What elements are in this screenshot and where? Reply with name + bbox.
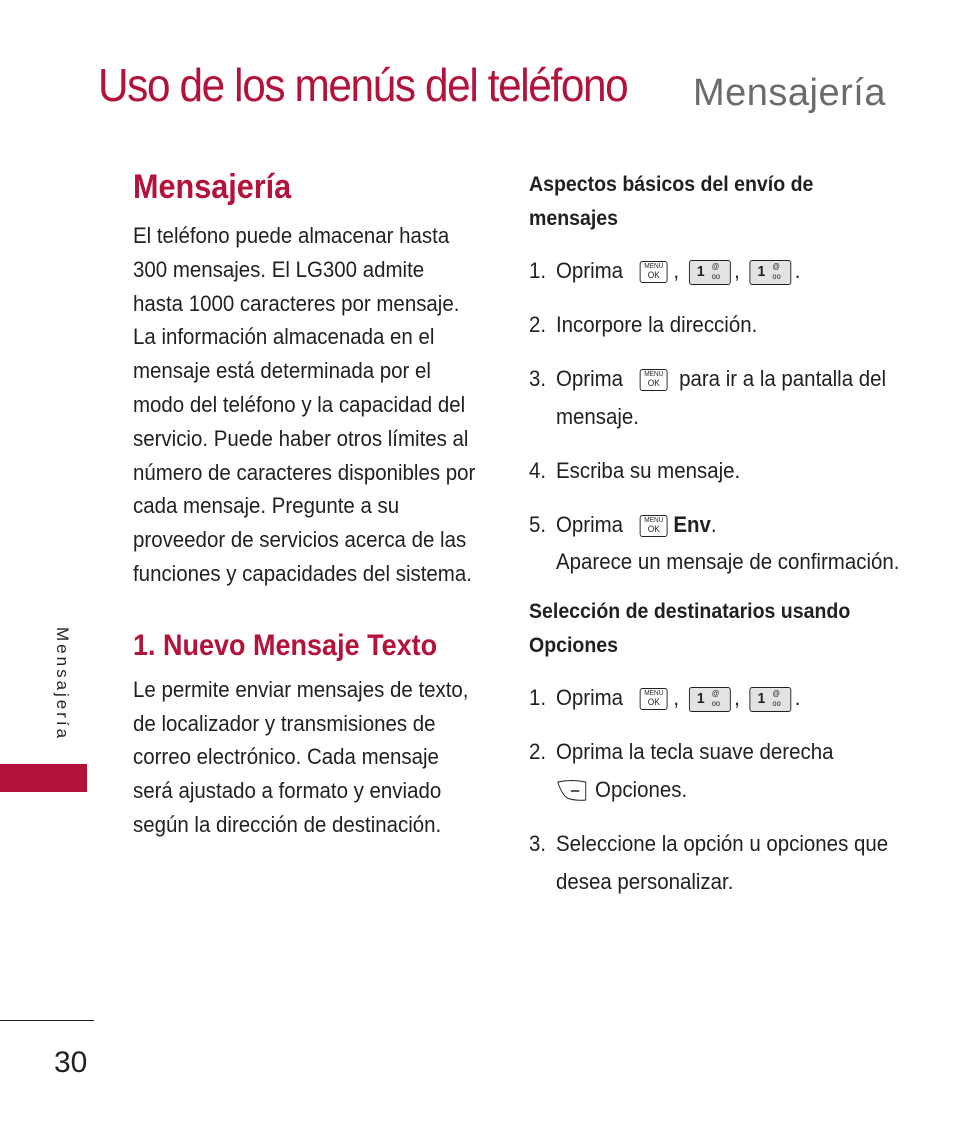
- one-key-icon: 1 @ oo: [749, 687, 791, 712]
- step-number: 1.: [529, 685, 547, 710]
- step-text: Escriba su mensaje.: [555, 458, 741, 483]
- footer-divider: [0, 1020, 94, 1021]
- menu-ok-key-icon: MENU OK: [640, 261, 668, 283]
- step-text: Seleccione la opción u opciones que desea personalizar.: [555, 831, 889, 894]
- confirmation-note: Aparece un mensaje de confirmación.: [555, 549, 900, 574]
- sending-basics-heading: Aspectos básicos del envío de mensajes: [529, 173, 814, 230]
- options-label: Opciones.: [595, 777, 688, 802]
- menu-ok-key-icon: MENU OK: [640, 369, 668, 391]
- step-number: 2.: [529, 739, 547, 764]
- one-key-icon: 1 @ oo: [749, 260, 791, 285]
- step-number: 1.: [529, 258, 547, 283]
- recipients-heading: Selección de destinatarios usando Opciones: [529, 600, 851, 657]
- step-text: Oprima: [555, 258, 624, 283]
- step-number: 5.: [529, 512, 547, 537]
- subsection-paragraph: Le permite enviar mensajes de texto, de localizador y transmisiones de correo electrónico. Cada mensaje será ajustado a formato y enviado según la dirección de destinación.: [133, 676, 469, 837]
- step-item: 1. Oprima MENU OK , 1 @ oo , 1 @ oo .: [529, 679, 928, 717]
- step-text: Oprima: [555, 512, 624, 537]
- right-soft-key-icon: [556, 779, 588, 803]
- subsection-heading: 1. Nuevo Mensaje Texto: [133, 628, 438, 662]
- page-header-section: Mensajería: [693, 72, 886, 114]
- step-item: [529, 306, 928, 344]
- page-number: 30: [54, 1046, 88, 1079]
- side-tab-marker: [0, 764, 87, 792]
- step-item: [529, 825, 928, 901]
- step-number: 3.: [529, 831, 547, 856]
- step-item: [529, 733, 928, 809]
- step-number: 4.: [529, 458, 547, 483]
- step-text: Oprima la tecla suave derecha: [555, 739, 834, 764]
- left-column: [133, 168, 478, 842]
- page-header-title: Uso de los menús del teléfono: [98, 59, 628, 111]
- menu-ok-key-icon: MENU OK: [640, 515, 668, 537]
- step-item: [529, 452, 928, 490]
- step-text: Incorpore la dirección.: [555, 312, 758, 337]
- intro-paragraph: El teléfono puede almacenar hasta 300 mensajes. El LG300 admite hasta 1000 caracteres por mensaje. La información almacenada en el mensaje está determinada por el modo del teléfono y la capacidad del servicio. Puede haber otros límites al número de caracteres disponibles por cada mensaje. Pregunte a su proveedor de servicios acerca de las funciones y capacidades del sistema.: [133, 223, 476, 586]
- step-item: 1. Oprima MENU OK , 1 @ oo , 1 @ oo .: [529, 252, 928, 290]
- step-item: 5. Oprima MENU OK Env.: [529, 506, 928, 544]
- one-key-icon: 1 @ oo: [688, 260, 730, 285]
- step-number: 3.: [529, 366, 547, 391]
- step-text: Oprima: [555, 685, 624, 710]
- section-heading: Mensajería: [133, 168, 292, 206]
- side-tab-label: Mensajería: [53, 627, 72, 742]
- step-text: Oprima: [555, 366, 624, 391]
- right-column: [529, 168, 909, 901]
- send-label: Env: [673, 512, 711, 537]
- step-number: 2.: [529, 312, 547, 337]
- step-item: [529, 360, 928, 436]
- step-text-after: para ir a la pantalla del mensaje.: [555, 366, 887, 429]
- one-key-icon: 1 @ oo: [688, 687, 730, 712]
- menu-ok-key-icon: MENU OK: [640, 688, 668, 710]
